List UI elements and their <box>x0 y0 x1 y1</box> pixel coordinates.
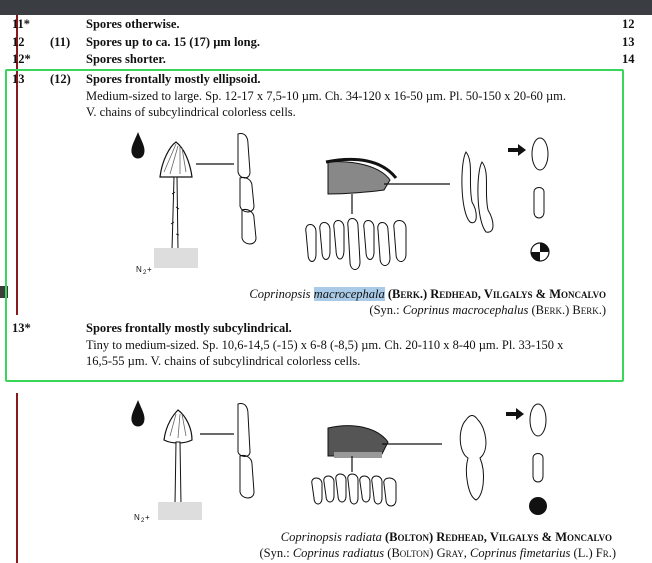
synonym-suffix: ) <box>611 546 616 560</box>
couplet-desc-line: V. chains of subcylindrical colorless cells. <box>86 105 296 119</box>
page-margin-rule-lower <box>16 393 18 563</box>
svg-text:+: + <box>145 513 150 522</box>
couplet-desc-line: Medium-sized to large. Sp. 12-17 x 7,5-10 µm. Ch. 34-120 x 16-50 µm. Pl. 50-150 x 20-60 µm. <box>86 89 567 103</box>
couplet-number: 13* <box>12 321 31 335</box>
genus-name: Coprinopsis <box>280 530 342 544</box>
couplet-title: Spores frontally mostly ellipsoid. <box>86 72 261 86</box>
couplet-number: 11* <box>12 17 31 31</box>
couplet-number: 13 <box>12 72 25 86</box>
couplet-title: Spores frontally mostly subcylindrical. <box>86 321 292 335</box>
synonym-authors: (L.) Fr. <box>573 546 612 560</box>
figure-macrocephala <box>120 122 560 282</box>
key-row-goto: 12 <box>622 17 635 31</box>
highlighted-epithet[interactable]: macrocephala <box>313 287 385 301</box>
svg-text:+: + <box>147 265 152 274</box>
couplet-ref: (11) <box>50 35 71 49</box>
synonym-name: Coprinus macrocephalus <box>402 303 529 317</box>
synonym-name: Coprinus fimetarius <box>470 546 571 560</box>
figure-radiata <box>120 392 560 532</box>
synonym-authors: (Bolton) Gray, <box>387 546 467 560</box>
key-row-text: Spores otherwise. <box>86 17 180 31</box>
genus-name: Coprinopsis <box>249 287 311 301</box>
synonym-authors: (Berk.) Berk. <box>531 303 602 317</box>
synonym-line <box>259 545 616 561</box>
couplet-ref: (12) <box>50 72 71 86</box>
key-row-text: Spores shorter. <box>86 52 166 66</box>
species-name <box>281 529 612 545</box>
viewer-top-bar <box>0 0 652 15</box>
author-citation: (Berk.) Redhead, Vilgalys & Moncalvo <box>387 287 606 301</box>
key-row <box>12 16 30 32</box>
species-name <box>249 286 606 302</box>
svg-text:2: 2 <box>141 518 145 524</box>
couplet-desc-line: Tiny to medium-sized. Sp. 10,6-14,5 (-15) x 6-8 (-8,5) µm. Ch. 20-110 x 8-40 µm. Pl. 33-150 x <box>86 338 564 352</box>
svg-text:2: 2 <box>143 270 147 276</box>
couplet-desc-line: 16,5-55 µm. V. chains of subcylindrical colorless cells. <box>86 354 361 368</box>
svg-text:N: N <box>134 513 140 522</box>
synonym-name: Coprinus radiatus <box>292 546 385 560</box>
author-citation: (Bolton) Redhead, Vilgalys & Moncalvo <box>384 530 612 544</box>
key-row-goto: 13 <box>622 35 635 49</box>
synonym-suffix: ) <box>601 303 606 317</box>
species-epithet: radiata <box>345 530 382 544</box>
synonym-line <box>369 302 606 318</box>
key-row-text: Spores up to ca. 15 (17) µm long. <box>86 35 260 49</box>
key-row-goto: 14 <box>622 52 635 66</box>
synonym-prefix: (Syn.: <box>259 546 293 560</box>
couplet-number: 12* <box>12 52 31 66</box>
synonym-prefix: (Syn.: <box>369 303 403 317</box>
svg-text:N: N <box>136 265 142 274</box>
couplet-number: 12 <box>12 35 25 49</box>
